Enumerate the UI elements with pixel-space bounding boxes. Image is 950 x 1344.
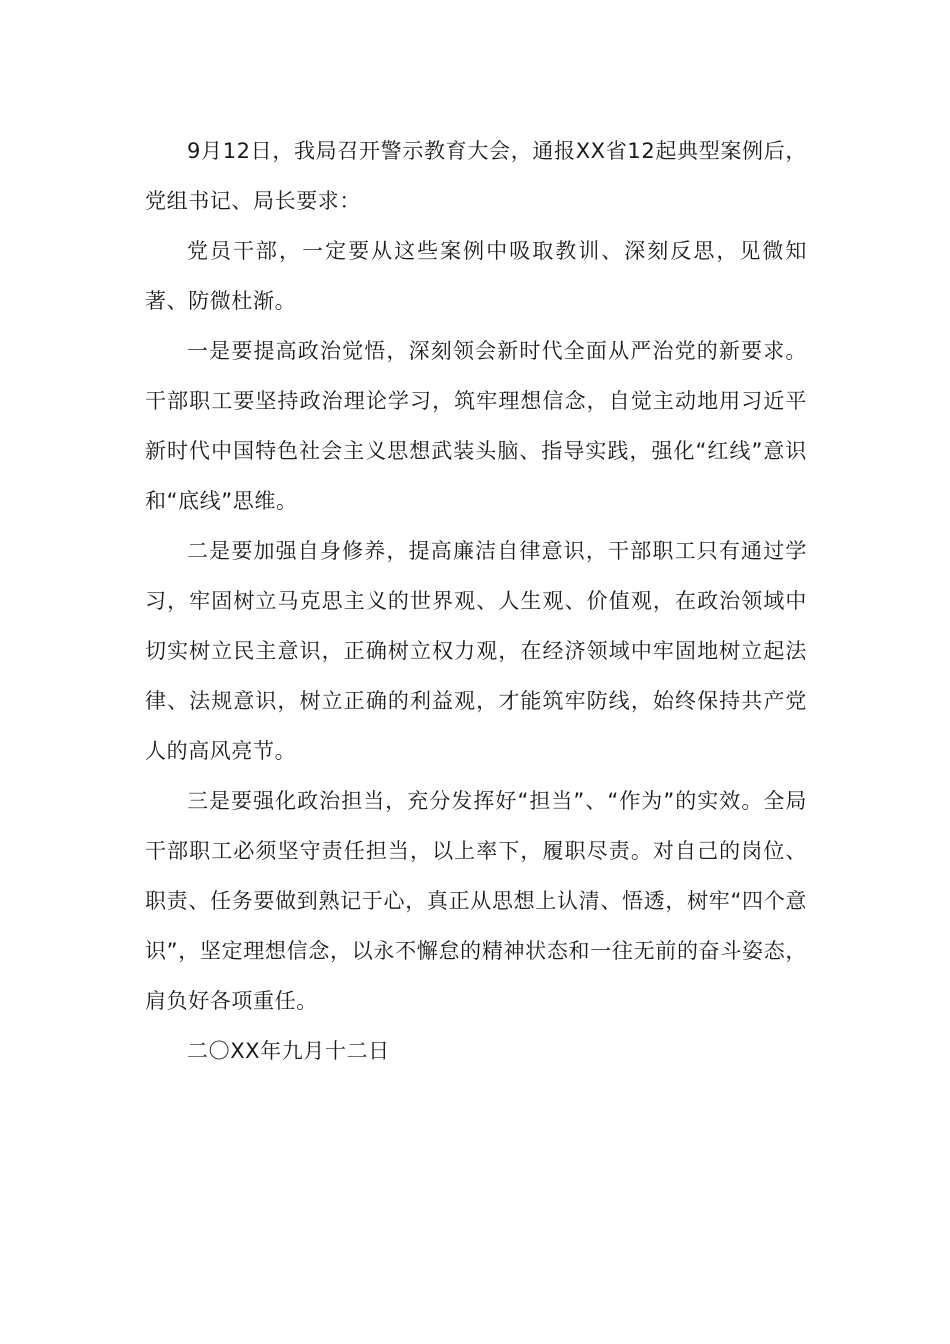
document-body: [145, 126, 807, 1076]
paragraph-point-two: 二是要加强自身修养，提高廉洁自律意识，干部职工只有通过学习，牢固树立马克思主义的世界观、人生观、价值观，在政治领域中切实树立民主意识，正确树立权力观，在经济领域中牢固地树立起法律、法规意识，树立正确的利益观，才能筑牢防线，始终保持共产党人的高风亮节。: [145, 539, 807, 763]
document-date: 二〇XX年九月十二日: [187, 1039, 390, 1063]
paragraph-meeting-intro: 9月12日，我局召开警示教育大会，通报XX省12起典型案例后，党组书记、局长要求：: [145, 139, 807, 213]
paragraph-party-members: 党员干部，一定要从这些案例中吸取教训、深刻反思，见微知著、防微杜渐。: [145, 239, 807, 313]
paragraph-point-three: 三是要强化政治担当，充分发挥好“担当”、“作为”的实效。全局干部职工必须坚守责任担当，以上率下，履职尽责。对自己的岗位、职责、任务要做到熟记于心，真正从思想上认清、悟透，树牢“四个意识”，坚定理想信念，以永不懈怠的精神状态和一往无前的奋斗姿态，肩负好各项重任。: [145, 789, 807, 1013]
paragraph-point-one: 一是要提高政治觉悟，深刻领会新时代全面从严治党的新要求。干部职工要坚持政治理论学习，筑牢理想信念，自觉主动地用习近平新时代中国特色社会主义思想武装头脑、指导实践，强化“红线”意识和“底线”思维。: [145, 339, 807, 513]
